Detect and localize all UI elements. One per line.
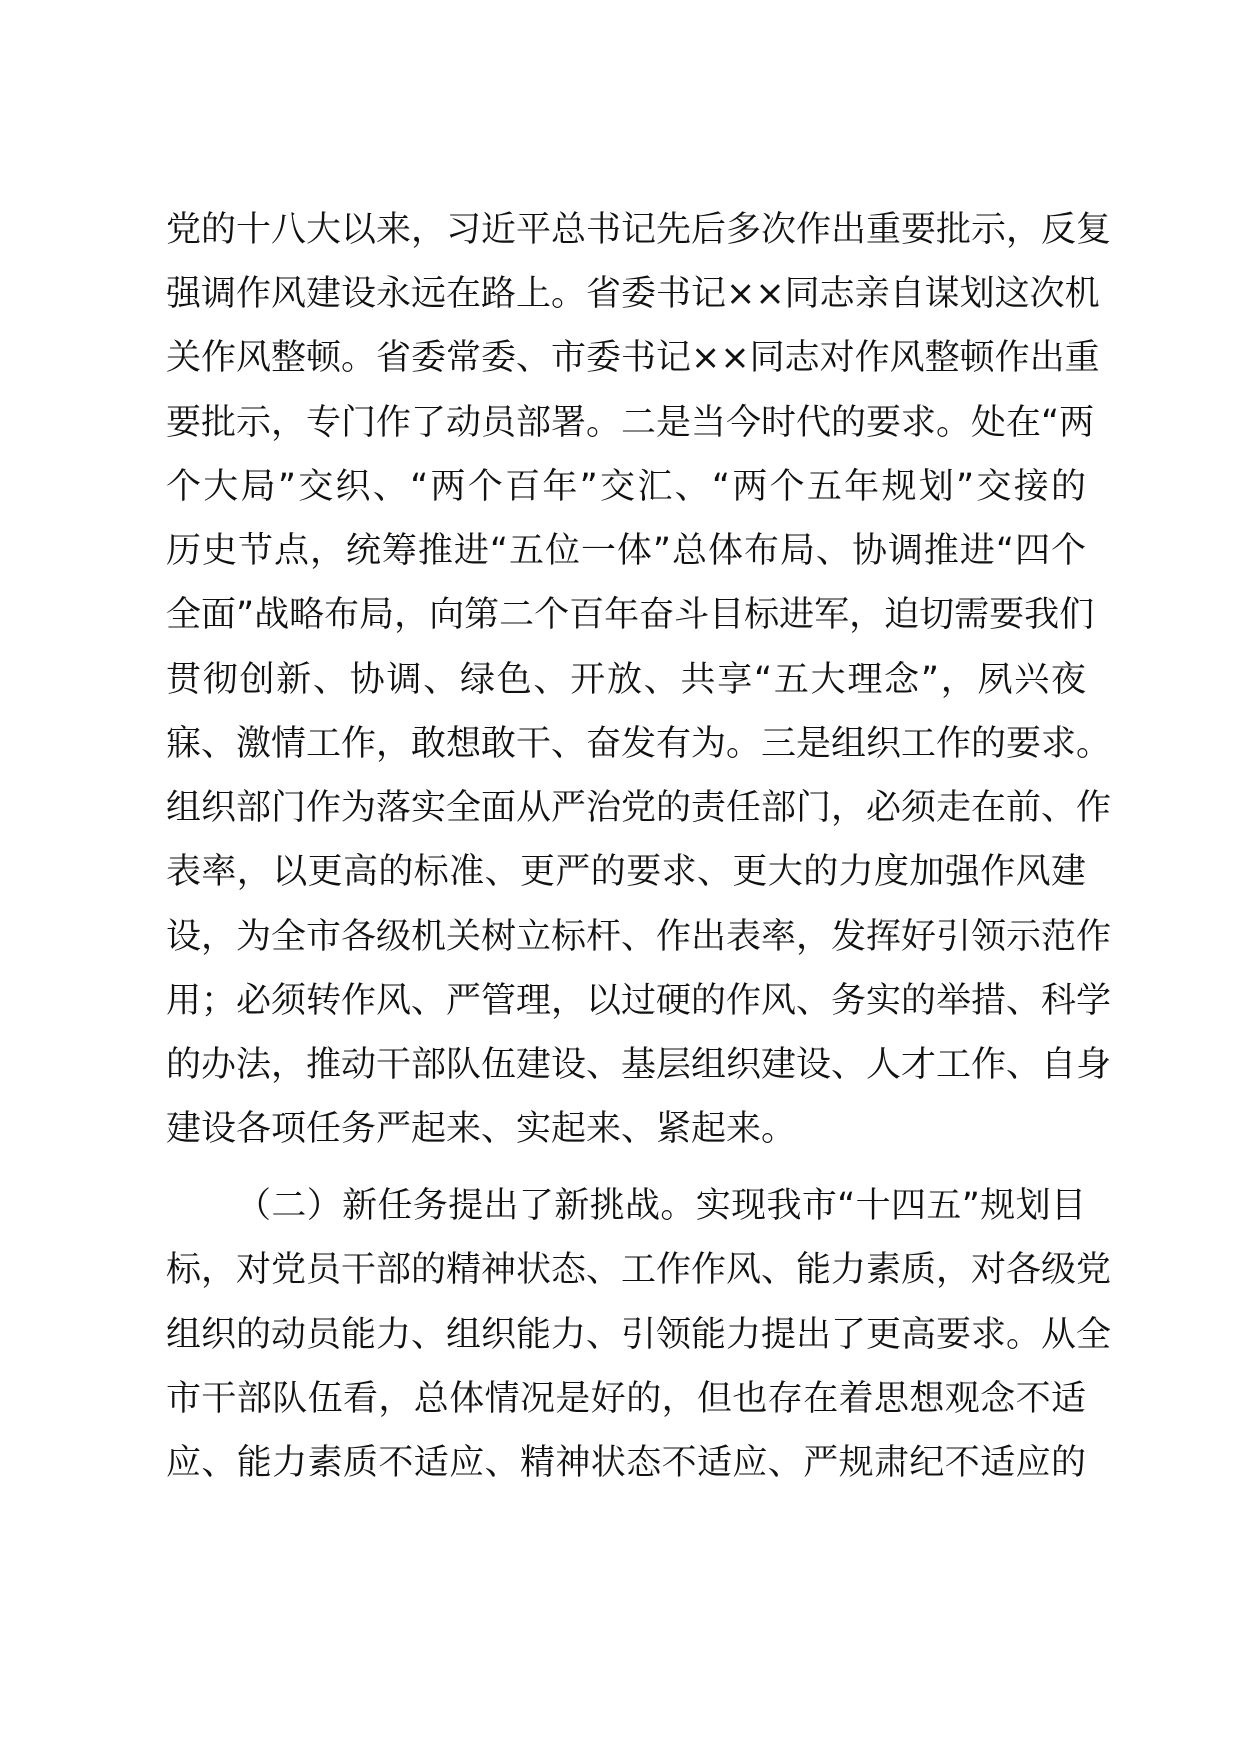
text-line: 标，对党员干部的精神状态、工作作风、能力素质，对各级党 bbox=[166, 1250, 1112, 1290]
text-line: 要批示，专门作了动员部署。二是当今时代的要求。处在“两 bbox=[166, 403, 1095, 443]
text-line: 贯彻创新、协调、绿色、开放、共享“五大理念”，夙兴夜 bbox=[166, 660, 1086, 700]
text-line: 党的十八大以来，习近平总书记先后多次作出重要批示，反复 bbox=[166, 210, 1112, 250]
text-line: 组织部门作为落实全面从严治党的责任部门，必须走在前、作 bbox=[166, 788, 1112, 828]
text-line: 寐、激情工作，敢想敢干、奋发有为。三是组织工作的要求。 bbox=[166, 724, 1112, 764]
text-line: 表率，以更高的标准、更严的要求、更大的力度加强作风建 bbox=[166, 852, 1086, 892]
text-line: 组织的动员能力、组织能力、引领能力提出了更高要求。从全 bbox=[166, 1315, 1112, 1355]
text-line: 的办法，推动干部队伍建设、基层组织建设、人才工作、自身 bbox=[166, 1045, 1112, 1085]
text-line: 全面”战略布局，向第二个百年奋斗目标进军，迫切需要我们 bbox=[166, 595, 1095, 635]
text-line: 建设各项任务严起来、实起来、紧起来。 bbox=[166, 1109, 797, 1149]
text-line: 用；必须转作风、严管理，以过硬的作风、务实的举措、科学 bbox=[166, 981, 1112, 1021]
text-line: 应、能力素质不适应、精神状态不适应、严规肃纪不适应的 bbox=[166, 1443, 1086, 1483]
text-line: 设，为全市各级机关树立标杆、作出表率，发挥好引领示范作 bbox=[166, 917, 1112, 957]
text-line: 市干部队伍看，总体情况是好的，但也存在着思想观念不适 bbox=[166, 1379, 1086, 1419]
text-line: 历史节点，统筹推进“五位一体”总体布局、协调推进“四个 bbox=[166, 531, 1086, 571]
text-line: 关作风整顿。省委常委、市委书记××同志对作风整顿作出重 bbox=[166, 338, 1100, 378]
text-line: 强调作风建设永远在路上。省委书记××同志亲自谋划这次机 bbox=[166, 274, 1100, 314]
text-line: 个大局”交织、“两个百年”交汇、“两个五年规划”交接的 bbox=[166, 467, 1086, 507]
text-line: （二）新任务提出了新挑战。实现我市“十四五”规划目 bbox=[236, 1186, 1086, 1226]
